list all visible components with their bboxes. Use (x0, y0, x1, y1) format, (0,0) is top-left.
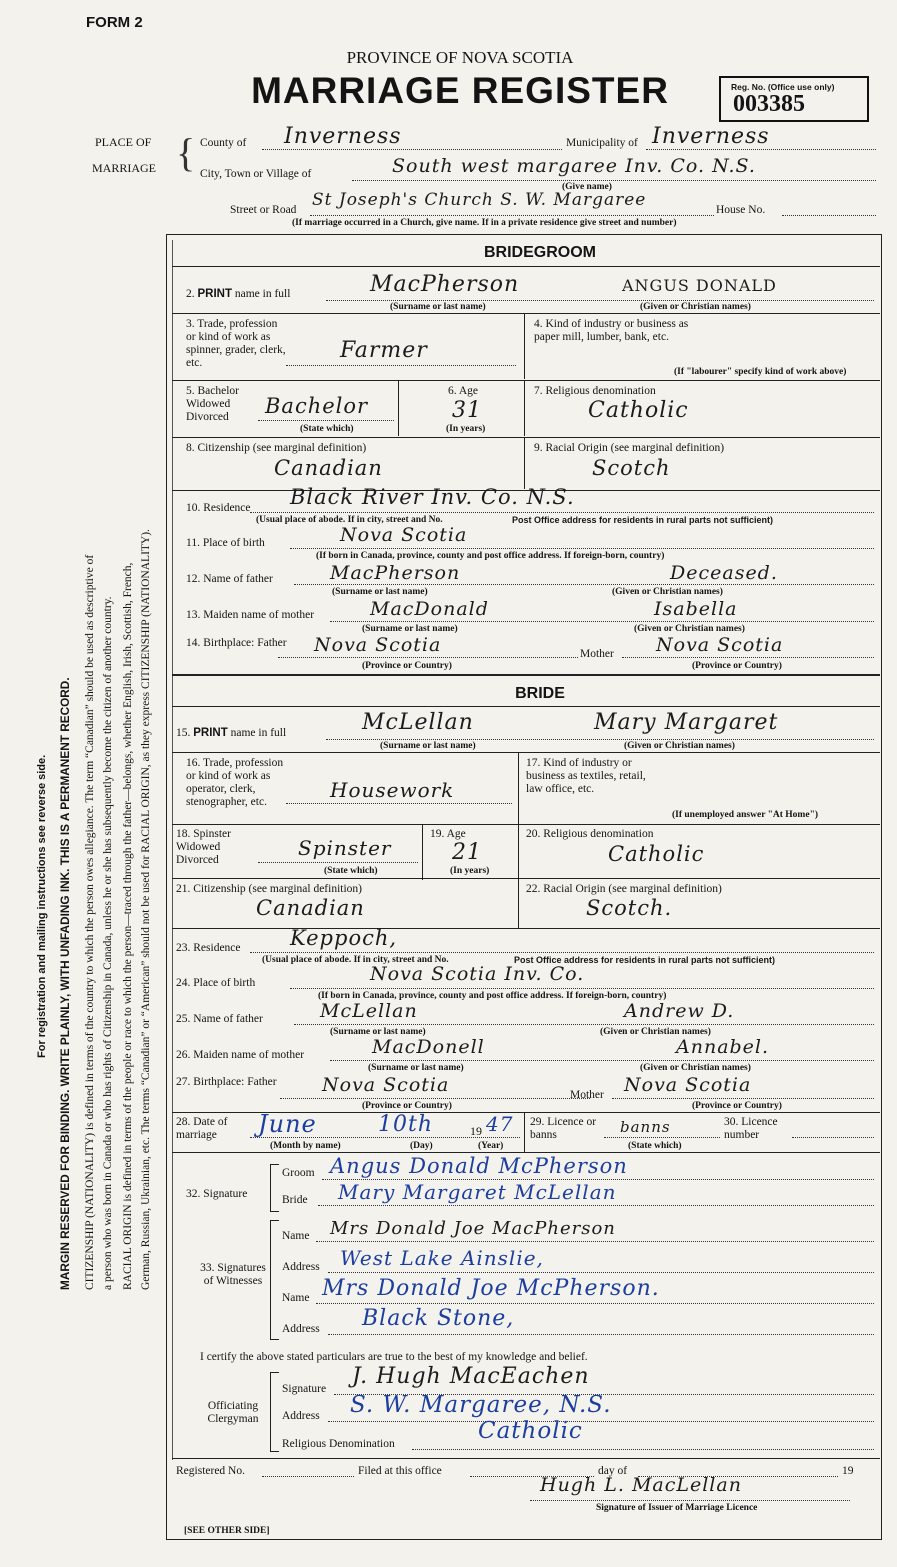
bride-industry-caption: (If unemployed answer "At Home") (672, 810, 819, 820)
bride-mother-given: Annabel. (676, 1036, 770, 1058)
groom-birth-label: 11. Place of birth (186, 537, 265, 549)
witness2-address: Black Stone, (362, 1306, 515, 1331)
groom-industry-label: 4. Kind of industry or business as paper mill, lumber, bank, etc. (534, 318, 689, 343)
bride-religion-value: Catholic (608, 842, 705, 866)
groom-birth-value: Nova Scotia (340, 524, 468, 546)
filed-label: Filed at this office (358, 1465, 442, 1477)
margin-instructions: For registration and mailing instructions see reverse side. (36, 754, 48, 1058)
margin-racial-def-2: German, Russian, Ukrainian, etc. The terms “Canadian” or “American” should not be used for RACIAL ORIGIN, as they express CITIZENSHIP (NATIONALITY). (140, 529, 152, 1290)
margin-citizenship-def-1: CITIZENSHIP (NATIONALITY) is defined in terms of the country to which the person owes allegiance. The term “Canadian” should be used as descriptive of (84, 554, 96, 1290)
clergy-signature: J. Hugh MacEachen (352, 1364, 590, 1389)
groom-industry-caption: (If "labourer" specify kind of work above) (674, 367, 847, 377)
bride-birthplace-mother: Nova Scotia (624, 1074, 752, 1096)
groom-in-years: (In years) (446, 424, 486, 434)
signature-section-label: 32. Signature (186, 1188, 248, 1200)
place-label-1: PLACE OF (95, 135, 152, 149)
groom-mother-word: Mother (580, 648, 614, 660)
groom-racial-value: Scotch (592, 456, 671, 480)
marriage-year: 47 (486, 1112, 514, 1136)
bride-trade-label: 16. Trade, profession or kind of work as operator, clerk, stenographer, etc. (186, 757, 284, 808)
issuer-caption: Signature of Issuer of Marriage Licence (596, 1503, 758, 1513)
marriage-date-label: 28. Date of marriage (176, 1116, 228, 1141)
w2-address-label: Address (282, 1323, 320, 1335)
marriage-day: 10th (378, 1112, 434, 1137)
margin-citizenship-def-2: a person who was born in Canada or who has rights of Citizenship in Canada, unless he or she has subsequently become the citizen of another country. (102, 596, 114, 1290)
groom-birthplace-label: 14. Birthplace: Father (186, 637, 287, 649)
clergy-signature-label: Signature (282, 1383, 327, 1395)
groom-trade-value: Farmer (340, 338, 428, 363)
bride-father-given-caption: (Given or Christian names) (600, 1027, 711, 1037)
clergy-label: Officiating Clergyman (207, 1400, 259, 1425)
bride-father-label: 25. Name of father (176, 1013, 263, 1025)
witness1-name: Mrs Donald Joe MacPherson (330, 1218, 616, 1239)
place-brace: { (176, 130, 196, 175)
bride-residence-label: 23. Residence (176, 942, 241, 954)
groom-province-caption-2: (Province or Country) (692, 661, 782, 671)
groom-residence-caption-b: Post Office address for residents in rural parts not sufficient) (512, 515, 774, 525)
bride-status-value: Spinster (298, 836, 392, 860)
place-label-2: MARRIAGE (92, 161, 157, 175)
groom-father-surname: MacPherson (330, 562, 461, 584)
marriage-month: June (258, 1110, 317, 1138)
province-heading: PROVINCE OF NOVA SCOTIA (346, 48, 574, 67)
bride-residence-value: Keppoch, (290, 926, 398, 950)
day-of-label: day of (598, 1465, 628, 1477)
certify-statement: I certify the above stated particulars are true to the best of my knowledge and belief. (200, 1351, 588, 1363)
bride-father-surname: McLellan (320, 1000, 418, 1022)
bride-given-caption: (Given or Christian names) (624, 741, 735, 751)
w2-name-label: Name (282, 1292, 310, 1304)
bride-surname-caption: (Surname or last name) (380, 741, 476, 751)
groom-age-label: 6. Age (448, 385, 479, 397)
day-caption: (Day) (410, 1141, 433, 1151)
county-label: County of (200, 137, 247, 149)
licence-label: 29. Licence or banns (530, 1116, 597, 1141)
bride-surname: McLellan (362, 710, 474, 735)
bride-birthplace-father: Nova Scotia (322, 1074, 450, 1096)
marriage-year-prefix: 19 (470, 1124, 482, 1138)
bride-name-label: 15. PRINT name in full (176, 727, 287, 739)
bridegroom-heading: BRIDEGROOM (484, 244, 596, 261)
bride-industry-label: 17. Kind of industry or business as textiles, retail, law office, etc. (526, 757, 646, 795)
groom-surname: MacPherson (370, 272, 520, 297)
bride-given: Mary Margaret (594, 710, 779, 735)
groom-mother-given: Isabella (654, 598, 738, 620)
groom-status-value: Bachelor (265, 394, 369, 418)
bride-racial-value: Scotch. (586, 896, 673, 920)
groom-religion-value: Catholic (588, 398, 689, 423)
groom-residence-value: Black River Inv. Co. N.S. (290, 485, 575, 509)
municipality-label: Municipality of (566, 137, 638, 149)
groom-status-label: 5. Bachelor Widowed Divorced (186, 385, 240, 423)
clergy-address-label: Address (282, 1410, 320, 1422)
bride-in-years: (In years) (450, 866, 490, 876)
form-number: FORM 2 (86, 14, 143, 31)
month-caption: (Month by name) (270, 1141, 341, 1151)
w1-address-label: Address (282, 1261, 320, 1273)
see-other-side: [SEE OTHER SIDE] (184, 1526, 270, 1536)
bride-mother-given-caption: (Given or Christian names) (640, 1063, 751, 1073)
groom-racial-label: 9. Racial Origin (see marginal definition) (534, 442, 725, 454)
clergy-address: S. W. Margaree, N.S. (350, 1392, 612, 1418)
groom-name-label: 2. PRINT name in full (186, 288, 291, 300)
margin-racial-def-1: RACIAL ORIGIN is defined in terms of the people or race to which the person—traced through the father—belongs, whether English, Irish, Scottish, French, (122, 562, 134, 1290)
groom-citizenship-label: 8. Citizenship (see marginal definition) (186, 442, 367, 454)
groom-residence-label: 10. Residence (186, 502, 251, 514)
county-value: Inverness (284, 124, 402, 149)
groom-residence-caption-a: (Usual place of abode. If in city, street and No. (256, 515, 443, 525)
street-value: St Joseph's Church S. W. Margaree (312, 190, 647, 210)
groom-mother-surname-caption: (Surname or last name) (362, 624, 458, 634)
form-title: MARRIAGE REGISTER (251, 70, 669, 111)
reg-no-box (719, 76, 869, 122)
bride-birth-value: Nova Scotia Inv. Co. (370, 963, 585, 985)
bride-status-label: 18. Spinster Widowed Divorced (176, 828, 231, 866)
groom-state-which: (State which) (300, 424, 354, 434)
w1-name-label: Name (282, 1230, 310, 1242)
margin-binding-note: MARGIN RESERVED FOR BINDING. WRITE PLAINLY, WITH UNFADING INK. THIS IS A PERMANENT RECORD. (58, 677, 72, 1290)
licence-value: banns (620, 1118, 671, 1136)
groom-province-caption-1: (Province or Country) (362, 661, 452, 671)
house-no-label: House No. (716, 204, 766, 216)
groom-father-given: Deceased. (670, 562, 778, 584)
groom-mother-surname: MacDonald (370, 598, 489, 620)
groom-father-given-caption: (Given or Christian names) (612, 587, 723, 597)
footer-year-prefix: 19 (842, 1465, 854, 1477)
year-caption: (Year) (478, 1141, 504, 1151)
registered-no-label: Registered No. (176, 1465, 245, 1477)
witness1-address: West Lake Ainslie, (340, 1246, 544, 1270)
bride-province-caption-2: (Province or Country) (692, 1101, 782, 1111)
bride-trade-value: Housework (330, 778, 455, 802)
licence-state-which: (State which) (628, 1141, 682, 1151)
groom-citizenship-value: Canadian (274, 456, 383, 480)
groom-mother-given-caption: (Given or Christian names) (634, 624, 745, 634)
reg-no-value: 003385 (733, 91, 805, 117)
bride-birthplace-label: 27. Birthplace: Father (176, 1076, 277, 1088)
city-label: City, Town or Village of (200, 168, 312, 180)
street-note: (If marriage occurred in a Church, give name. If in a private residence give street and number) (292, 218, 677, 228)
clergy-denomination-label: Religious Denomination (282, 1438, 395, 1450)
bride-signature: Mary Margaret McLellan (338, 1180, 617, 1204)
bride-age-label: 19. Age (430, 828, 466, 840)
bride-province-caption-1: (Province or Country) (362, 1101, 452, 1111)
licence-number-label: 30. Licence number (724, 1116, 778, 1141)
groom-birthplace-mother: Nova Scotia (656, 634, 784, 656)
groom-sig-label: Groom (282, 1167, 315, 1179)
bride-sig-label: Bride (282, 1194, 308, 1206)
reg-no-label: Reg. No. (Office use only) (731, 82, 835, 92)
witnesses-label: 33. Signatures of Witnesses (200, 1262, 266, 1287)
groom-mother-label: 13. Maiden name of mother (186, 609, 315, 621)
groom-signature: Angus Donald McPherson (330, 1154, 628, 1178)
groom-trade-label: 3. Trade, profession or kind of work as spinner, grader, clerk, etc. (186, 318, 286, 369)
groom-father-surname-caption: (Surname or last name) (332, 587, 428, 597)
issuer-signature: Hugh L. MacLellan (540, 1474, 742, 1496)
bride-religion-label: 20. Religious denomination (526, 828, 654, 840)
clergy-denomination: Catholic (478, 1418, 583, 1444)
bride-racial-label: 22. Racial Origin (see marginal definition) (526, 883, 722, 895)
bride-residence-caption-b: Post Office address for residents in rural parts not sufficient) (514, 955, 776, 965)
bride-father-surname-caption: (Surname or last name) (330, 1027, 426, 1037)
municipality-value: Inverness (652, 124, 770, 149)
city-value: South west margaree Inv. Co. N.S. (392, 155, 756, 177)
groom-father-label: 12. Name of father (186, 573, 273, 585)
bride-mother-surname: MacDonell (372, 1036, 485, 1058)
bride-age-value: 21 (452, 840, 482, 865)
bride-mother-label: 26. Maiden name of mother (176, 1049, 305, 1061)
bride-citizenship-value: Canadian (256, 896, 365, 920)
bride-father-given: Andrew D. (624, 1000, 735, 1022)
groom-birthplace-father: Nova Scotia (314, 634, 442, 656)
groom-given: ANGUS DONALD (622, 276, 777, 295)
bride-residence-caption-a: (Usual place of abode. If in city, street and No. (262, 955, 449, 965)
groom-age-value: 31 (452, 398, 482, 423)
bride-heading: BRIDE (515, 685, 565, 702)
bride-mother-word: Mother (570, 1089, 604, 1101)
bride-birth-caption: (If born in Canada, province, county and post office address. If foreign-born, country) (318, 991, 667, 1001)
groom-given-caption: (Given or Christian names) (640, 302, 751, 312)
groom-religion-label: 7. Religious denomination (534, 385, 656, 397)
give-name-caption: (Give name) (562, 182, 612, 192)
bride-birth-label: 24. Place of birth (176, 977, 256, 989)
bride-state-which: (State which) (324, 866, 378, 876)
bride-mother-surname-caption: (Surname or last name) (368, 1063, 464, 1073)
witness2-name: Mrs Donald Joe McPherson. (322, 1276, 660, 1301)
bride-citizenship-label: 21. Citizenship (see marginal definition) (176, 883, 362, 895)
groom-surname-caption: (Surname or last name) (390, 302, 486, 312)
groom-birth-caption: (If born in Canada, province, county and post office address. If foreign-born, country) (316, 551, 665, 561)
street-label: Street or Road (230, 204, 297, 216)
